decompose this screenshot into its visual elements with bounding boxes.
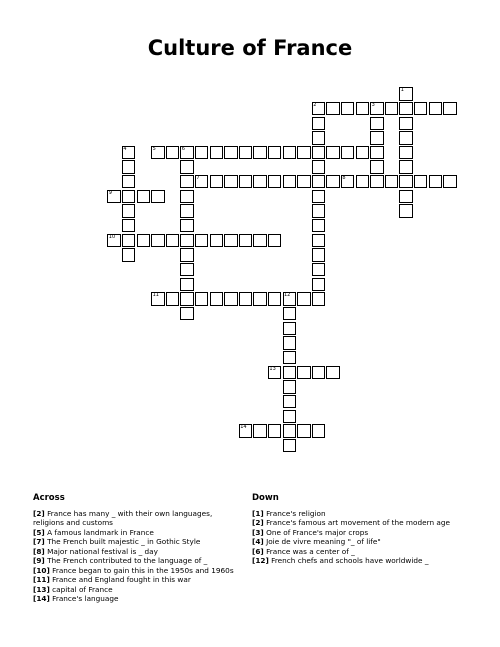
grid-cell[interactable]	[122, 190, 136, 203]
cell-number: 2	[313, 101, 317, 108]
across-clue	[33, 585, 245, 595]
grid-cell[interactable]	[399, 131, 413, 144]
down-clue	[252, 547, 472, 557]
grid-cell[interactable]	[195, 234, 209, 247]
cell-number: 7	[196, 175, 200, 182]
grid-cell[interactable]	[180, 204, 194, 217]
grid-cell[interactable]	[312, 175, 326, 188]
down-clues	[252, 494, 472, 566]
grid-cell[interactable]	[239, 146, 253, 159]
grid-cell[interactable]	[312, 263, 326, 276]
across-clue	[33, 537, 245, 547]
across-clue	[33, 528, 245, 538]
cell-number: 11	[152, 292, 159, 299]
grid-cell[interactable]	[283, 424, 297, 437]
grid-cell[interactable]	[370, 131, 384, 144]
grid-cell[interactable]	[253, 292, 267, 305]
across-heading: Across	[33, 493, 65, 503]
grid-cell[interactable]	[312, 204, 326, 217]
cell-number: 1	[400, 87, 404, 94]
grid-cell[interactable]	[312, 278, 326, 291]
grid-cell[interactable]	[356, 146, 370, 159]
grid-cell[interactable]	[122, 175, 136, 188]
grid-cell[interactable]	[137, 190, 151, 203]
cell-number: 5	[152, 145, 156, 152]
clue-text: France and England fought in this war	[49, 575, 191, 584]
clue-text: capital of France	[49, 584, 113, 594]
grid-cell[interactable]	[210, 292, 224, 305]
grid-cell[interactable]	[137, 234, 151, 247]
grid-cell[interactable]	[180, 263, 194, 276]
grid-cell[interactable]	[443, 102, 457, 115]
grid-cell[interactable]	[326, 102, 340, 115]
clue-number: [2]	[33, 508, 45, 518]
grid-cell[interactable]	[370, 117, 384, 130]
grid-cell[interactable]	[180, 175, 194, 188]
grid-cell[interactable]	[224, 234, 238, 247]
grid-cell[interactable]	[283, 410, 297, 423]
down-heading: Down	[252, 493, 279, 503]
clue-number: [6]	[252, 546, 264, 556]
grid-cell[interactable]	[312, 160, 326, 173]
across-clue	[33, 575, 245, 585]
grid-cell[interactable]	[180, 278, 194, 291]
grid-cell[interactable]	[180, 248, 194, 261]
grid-cell[interactable]	[283, 380, 297, 393]
cell-number: 3	[371, 101, 375, 108]
grid-cell[interactable]	[312, 219, 326, 232]
grid-cell[interactable]	[166, 146, 180, 159]
grid-cell[interactable]	[429, 175, 443, 188]
grid-cell[interactable]	[283, 395, 297, 408]
grid-cell[interactable]	[399, 117, 413, 130]
cell-number: 8	[342, 175, 346, 182]
down-clue-list	[252, 509, 472, 566]
grid-cell[interactable]	[239, 234, 253, 247]
grid-cell[interactable]	[166, 292, 180, 305]
clue-text: France's religion	[263, 508, 326, 518]
grid-cell[interactable]	[122, 219, 136, 232]
across-clue	[33, 509, 245, 528]
grid-cell[interactable]	[195, 292, 209, 305]
grid-cell[interactable]	[122, 160, 136, 173]
grid-cell[interactable]	[370, 175, 384, 188]
clue-number: [4]	[252, 537, 264, 546]
cell-number: 4	[123, 145, 127, 152]
grid-cell[interactable]	[166, 234, 180, 247]
grid-cell[interactable]	[312, 424, 326, 437]
clue-text: France's famous art movement of the modern age	[263, 518, 451, 527]
grid-cell[interactable]	[210, 234, 224, 247]
grid-cell[interactable]	[326, 146, 340, 159]
grid-cell[interactable]	[297, 292, 311, 305]
clue-number: [3]	[252, 527, 264, 537]
grid-cell[interactable]	[297, 146, 311, 159]
grid-cell[interactable]	[224, 175, 238, 188]
grid-cell[interactable]	[239, 175, 253, 188]
clue-text: The French contributed to the language of _	[44, 556, 208, 565]
grid-cell[interactable]	[399, 175, 413, 188]
grid-cell[interactable]	[399, 204, 413, 217]
grid-cell[interactable]	[253, 175, 267, 188]
down-clue	[252, 518, 472, 528]
clue-text: Major national festival is _ day	[44, 546, 158, 556]
grid-cell[interactable]	[341, 146, 355, 159]
grid-cell[interactable]	[399, 160, 413, 173]
across-clue	[33, 594, 245, 604]
grid-cell[interactable]	[122, 204, 136, 217]
grid-cell[interactable]	[297, 175, 311, 188]
clue-text: The French built majestic _ in Gothic Style	[44, 537, 201, 546]
grid-cell[interactable]	[399, 190, 413, 203]
grid-cell[interactable]	[312, 117, 326, 130]
down-clue	[252, 537, 472, 547]
grid-cell[interactable]	[268, 424, 282, 437]
grid-cell[interactable]	[224, 292, 238, 305]
across-clue	[33, 556, 245, 566]
grid-cell[interactable]	[283, 322, 297, 335]
clue-number: [11]	[33, 575, 50, 584]
clue-number: [8]	[33, 546, 45, 556]
clue-number: [10]	[33, 565, 50, 575]
grid-cell[interactable]	[443, 175, 457, 188]
grid-cell[interactable]	[297, 424, 311, 437]
grid-cell[interactable]	[180, 219, 194, 232]
grid-cell[interactable]	[180, 234, 194, 247]
grid-cell[interactable]	[253, 424, 267, 437]
cell-number: 14	[240, 424, 247, 431]
clue-number: [5]	[33, 527, 45, 537]
clue-text: Joie de vivre meaning "_ of life"	[263, 537, 381, 546]
grid-cell[interactable]	[312, 366, 326, 379]
grid-cell[interactable]	[180, 307, 194, 320]
grid-cell[interactable]	[341, 102, 355, 115]
down-clue	[252, 556, 472, 566]
grid-cell[interactable]	[312, 190, 326, 203]
clue-number: [13]	[33, 584, 50, 594]
clue-number: [14]	[33, 594, 50, 603]
across-clue-list	[33, 509, 245, 604]
grid-cell[interactable]	[399, 146, 413, 159]
grid-cell[interactable]	[268, 146, 282, 159]
grid-cell[interactable]	[253, 234, 267, 247]
cell-number: 6	[181, 145, 185, 152]
grid-cell[interactable]	[399, 102, 413, 115]
grid-cell[interactable]	[370, 160, 384, 173]
cell-number: 12	[284, 292, 291, 299]
across-clue	[33, 566, 245, 576]
grid-cell[interactable]	[253, 146, 267, 159]
grid-cell[interactable]	[283, 146, 297, 159]
clue-text: France's language	[49, 594, 119, 603]
grid-cell[interactable]	[312, 146, 326, 159]
grid-cell[interactable]	[268, 234, 282, 247]
clue-text: French chefs and schools have worldwide _	[268, 556, 429, 565]
grid-cell[interactable]	[312, 131, 326, 144]
grid-cell[interactable]	[385, 175, 399, 188]
across-clues	[33, 494, 245, 604]
clue-number: [12]	[252, 556, 269, 565]
grid-cell[interactable]	[283, 366, 297, 379]
grid-cell[interactable]	[210, 175, 224, 188]
grid-cell[interactable]	[297, 366, 311, 379]
grid-cell[interactable]	[283, 439, 297, 452]
grid-cell[interactable]	[210, 146, 224, 159]
across-clue	[33, 547, 245, 557]
clue-text: One of France's major crops	[263, 527, 369, 537]
grid-cell[interactable]	[180, 160, 194, 173]
cell-number: 9	[108, 189, 112, 196]
cell-number: 13	[269, 365, 276, 372]
grid-cell[interactable]	[414, 102, 428, 115]
clue-number: [9]	[33, 556, 45, 565]
grid-cell[interactable]	[224, 146, 238, 159]
down-clue	[252, 528, 472, 538]
grid-cell[interactable]	[385, 102, 399, 115]
down-clue	[252, 509, 472, 519]
grid-cell[interactable]	[180, 190, 194, 203]
grid-cell[interactable]	[326, 175, 340, 188]
clue-text: France was a center of _	[263, 546, 355, 556]
cell-number: 10	[108, 233, 116, 240]
clue-number: [1]	[252, 508, 264, 518]
grid-cell[interactable]	[283, 336, 297, 349]
grid-cell[interactable]	[195, 146, 209, 159]
clue-text: France began to gain this in the 1950s and 1960s	[49, 565, 234, 575]
clue-text: France has many _ with their own languages, religions and customs	[33, 508, 213, 527]
grid-cell[interactable]	[429, 102, 443, 115]
grid-cell[interactable]	[283, 307, 297, 320]
grid-cell[interactable]	[180, 292, 194, 305]
clue-text: A famous landmark in France	[44, 527, 154, 537]
grid-cell[interactable]	[151, 190, 165, 203]
grid-cell[interactable]	[122, 234, 136, 247]
grid-cell[interactable]	[370, 146, 384, 159]
grid-cell[interactable]	[268, 175, 282, 188]
puzzle-title: Culture of France	[147, 36, 353, 60]
clue-number: [2]	[252, 518, 264, 527]
grid-cell[interactable]	[268, 292, 282, 305]
grid-cell[interactable]	[356, 102, 370, 115]
grid-cell[interactable]	[414, 175, 428, 188]
grid-cell[interactable]	[312, 248, 326, 261]
grid-cell[interactable]	[356, 175, 370, 188]
grid-cell[interactable]	[312, 234, 326, 247]
grid-cell[interactable]	[312, 292, 326, 305]
grid-cell[interactable]	[326, 366, 340, 379]
grid-cell[interactable]	[122, 248, 136, 261]
clue-number: [7]	[33, 537, 45, 546]
grid-cell[interactable]	[151, 234, 165, 247]
grid-cell[interactable]	[239, 292, 253, 305]
grid-cell[interactable]	[283, 175, 297, 188]
grid-cell[interactable]	[283, 351, 297, 364]
